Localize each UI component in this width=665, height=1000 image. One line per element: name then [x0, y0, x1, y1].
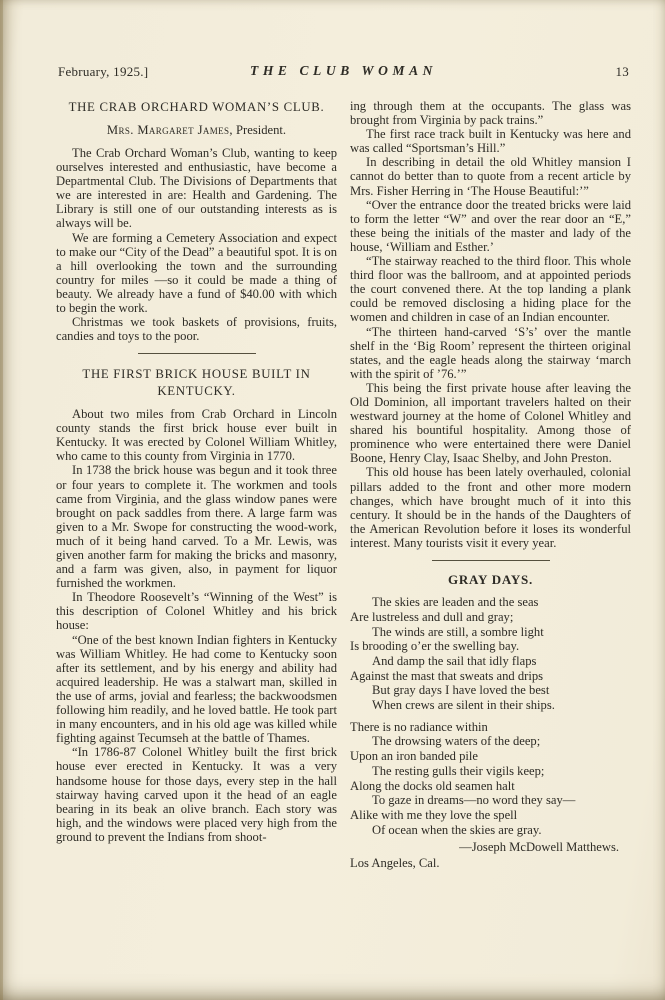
- poem-line: When crews are silent in their ships.: [372, 698, 555, 713]
- left-column: [56, 99, 337, 871]
- paragraph: About two miles from Crab Orchard in Lincoln county stands the first brick house ever built in Kentucky. It was erected by Colonel William Whitley, who came to this county from Virginia in 1770.: [56, 407, 337, 464]
- poem-attribution: —Joseph McDowell Matthews.: [459, 840, 619, 855]
- article-byline: [56, 123, 337, 137]
- poem-line: Alike with me they love the spell: [350, 807, 518, 822]
- paragraph: In describing in detail the old Whitley mansion I cannot do better than to quote from a recent article by Mrs. Fisher Herring in ‘The House Beautiful:’”: [350, 155, 631, 198]
- poem-line: The skies are leaden and the seas: [372, 595, 539, 610]
- poem-location: Los Angeles, Cal.: [350, 856, 440, 871]
- issue-date: February, 1925.]: [58, 64, 149, 79]
- poem-line: Are lustreless and dull and gray;: [350, 609, 514, 624]
- article-title-brick-house: THE FIRST BRICK HOUSE BUILT IN KENTUCKY.: [82, 367, 311, 399]
- poem-line: But gray days I have loved the best: [372, 683, 550, 698]
- poem-line: Upon an iron banded pile: [350, 749, 479, 764]
- paragraph: “One of the best known Indian fighters in Kentucky was William Whitley. He had come to Kentucky soon after its settlement, and by his energy and ability had acquired leadership. He was a stalwart man, skilled in the use of arms, jovial and fearless; the backwoodsmen following him readily, and he loved battle. He took part in many encounters, and in his old age was killed while fighting against Tecumseh at the battle of Thames.: [56, 632, 337, 746]
- poem-line: Of ocean when the skies are gray.: [372, 822, 542, 837]
- byline-role: President.: [232, 122, 287, 137]
- paragraph: “The stairway reached to the third floor. This whole third floor was the ballroom, and at appointed periods the court convened there. At the top landing a plank could be removed disclosing a hiding place for the women and children in case of an Indian encounter.: [350, 254, 631, 325]
- paragraph: The first race track built in Kentucky was here and was called “Sportsman’s Hill.”: [350, 127, 631, 156]
- section-divider: [138, 353, 256, 354]
- poem-line: The drowsing waters of the deep;: [372, 734, 541, 749]
- paragraph: In 1738 the brick house was begun and it took three or four years to complete it. The workmen and tools came from Virginia, and the glass window panes were brought on pack saddles from there. A large farm was given to a Mr. Swope for constructing the wood-work, much of it being hand carved. To a Mr. Lewis, was given another farm for making the bricks and masonry, and a farm was given, also, in payment for liquor furnished the workmen.: [56, 463, 337, 591]
- page-header: [56, 64, 631, 82]
- poem-line: The resting gulls their vigils keep;: [372, 763, 545, 778]
- paragraph: “In 1786-87 Colonel Whitley built the first brick house ever erected in Kentucky. It was a very handsome house for those days, every step in the hall stairway having carved upon it the head of an eagle bearing in its beak an olive branch. Each story was high, and the windows were placed very high from the ground to prevent the Indians from shoot-: [56, 745, 337, 844]
- paragraph: In Theodore Roosevelt’s “Winning of the West” is this description of Colonel Whitley and his brick house:: [56, 590, 337, 633]
- text-columns: [56, 99, 631, 871]
- poem-line: The winds are still, a sombre light: [372, 624, 544, 639]
- poem-line: And damp the sail that idly flaps: [372, 653, 537, 668]
- paragraph: Christmas we took baskets of provisions, fruits, candies and toys to the poor.: [56, 315, 337, 344]
- paragraph-continuation: ing through them at the occupants. The glass was brought from Virginia by pack trains.”: [350, 99, 631, 128]
- section-divider: [432, 560, 550, 561]
- poem-line: Is brooding o’er the swelling bay.: [350, 639, 520, 654]
- paragraph: We are forming a Cemetery Association and expect to make our “City of the Dead” a beautiful spot. It is on a hill overlooking the town and the surrounding country for miles —so it could be made a thing of beauty. We already have a fund of $40.00 with which to begin the work.: [56, 230, 337, 316]
- byline-name: Mrs. Margaret James,: [106, 122, 233, 137]
- poem-line: Against the mast that sweats and drips: [350, 668, 544, 683]
- poem-stanza: [350, 595, 631, 713]
- poem-stanza: [350, 720, 631, 838]
- article-title-crab-orchard: THE CRAB ORCHARD WOMAN’S CLUB.: [68, 100, 325, 114]
- paragraph: This old house has been lately overhauled, colonial pillars added to the front and other more modern changes, which have brought much of it into this century. It should be in the hands of the Daughters of the American Revolution before it loses its wonderful interest. Many tourists visit it every year.: [350, 465, 631, 550]
- paragraph: “Over the entrance door the treated bricks were laid to form the letter “W” and over the rear door an “E,” these being the initials of the master and lady of the house, ‘William and Esther.’: [350, 197, 631, 254]
- journal-title: THE CLUB WOMAN: [249, 63, 438, 78]
- paragraph: “The thirteen hand-carved ‘S’s’ over the mantle shelf in the ‘Big Room’ represent the thirteen original states, and the eagle heads along the stairway ‘march with the spirit of ’76.’”: [350, 324, 631, 381]
- poem-line: There is no radiance within: [350, 719, 488, 734]
- poem-line: To gaze in dreams—no word they say—: [372, 793, 576, 808]
- paragraph: This being the first private house after leaving the Old Dominion, all important travelers halted on their westward journey at the home of Colonel Whitley and shared his bountiful hospitality. Among those of prominence who were entertained there were Daniel Boone, Henry Clay, Isaac Shelby, and John Preston.: [350, 380, 631, 466]
- poem-title: GRAY DAYS.: [447, 572, 534, 587]
- page-number: 13: [615, 64, 629, 79]
- poem: [350, 595, 631, 837]
- poem-line: Along the docks old seamen halt: [350, 778, 515, 793]
- paragraph: The Crab Orchard Woman’s Club, wanting to keep ourselves interested and enthusiastic, have become a Departmental Club. The Divisions of Departments that we are interested in are: Health and Gardening. The Library is still one of our outstanding interests as is always will be.: [56, 145, 337, 231]
- right-column: [350, 99, 631, 871]
